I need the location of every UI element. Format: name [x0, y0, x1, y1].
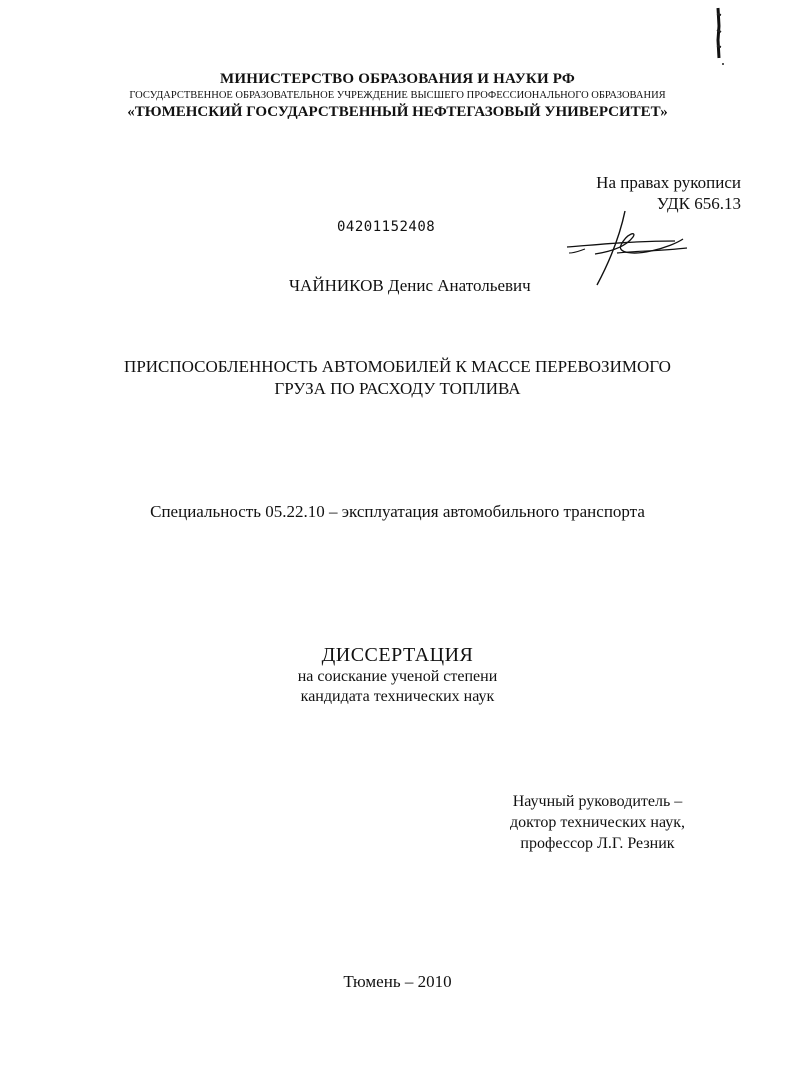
udc-code: УДК 656.13 [656, 194, 741, 213]
document-type: ДИССЕРТАЦИЯ [321, 644, 474, 666]
supervisor-line-1: Научный руководитель – [512, 793, 683, 810]
supervisor-block [470, 791, 725, 854]
manuscript-rights: На правах рукописи [596, 173, 741, 192]
institution-type: ГОСУДАРСТВЕННОЕ ОБРАЗОВАТЕЛЬНОЕ УЧРЕЖДЕНИЕ ВЫСШЕГО ПРОФЕССИОНАЛЬНОГО ОБРАЗОВАНИЯ [129, 90, 666, 101]
author-name: ЧАЙНИКОВ Денис Анатольевич [289, 276, 531, 295]
university-name: «ТЮМЕНСКИЙ ГОСУДАРСТВЕННЫЙ НЕФТЕГАЗОВЫЙ УНИВЕРСИТЕТ» [127, 104, 668, 120]
degree-line-2: кандидата технических наук [300, 688, 495, 705]
handwritten-signature [555, 205, 705, 295]
degree-line-1: на соискание ученой степени [297, 668, 498, 685]
thesis-title-line-1: ПРИСПОСОБЛЕННОСТЬ АВТОМОБИЛЕЙ К МАССЕ ПЕРЕВОЗИМОГО [124, 357, 671, 376]
registration-number: 04201152408 [337, 219, 436, 235]
thesis-title-line-2: ГРУЗА ПО РАСХОДУ ТОПЛИВА [274, 379, 521, 398]
supervisor-line-2: доктор технических наук, [509, 814, 686, 831]
city-year: Тюмень – 2010 [343, 972, 452, 991]
ministry-heading: МИНИСТЕРСТВО ОБРАЗОВАНИЯ И НАУКИ РФ [220, 71, 575, 87]
supervisor-line-3: профессор Л.Г. Резник [520, 835, 675, 852]
specialty: Специальность 05.22.10 – эксплуатация автомобильного транспорта [150, 502, 645, 521]
scan-edge-mark [713, 6, 727, 75]
